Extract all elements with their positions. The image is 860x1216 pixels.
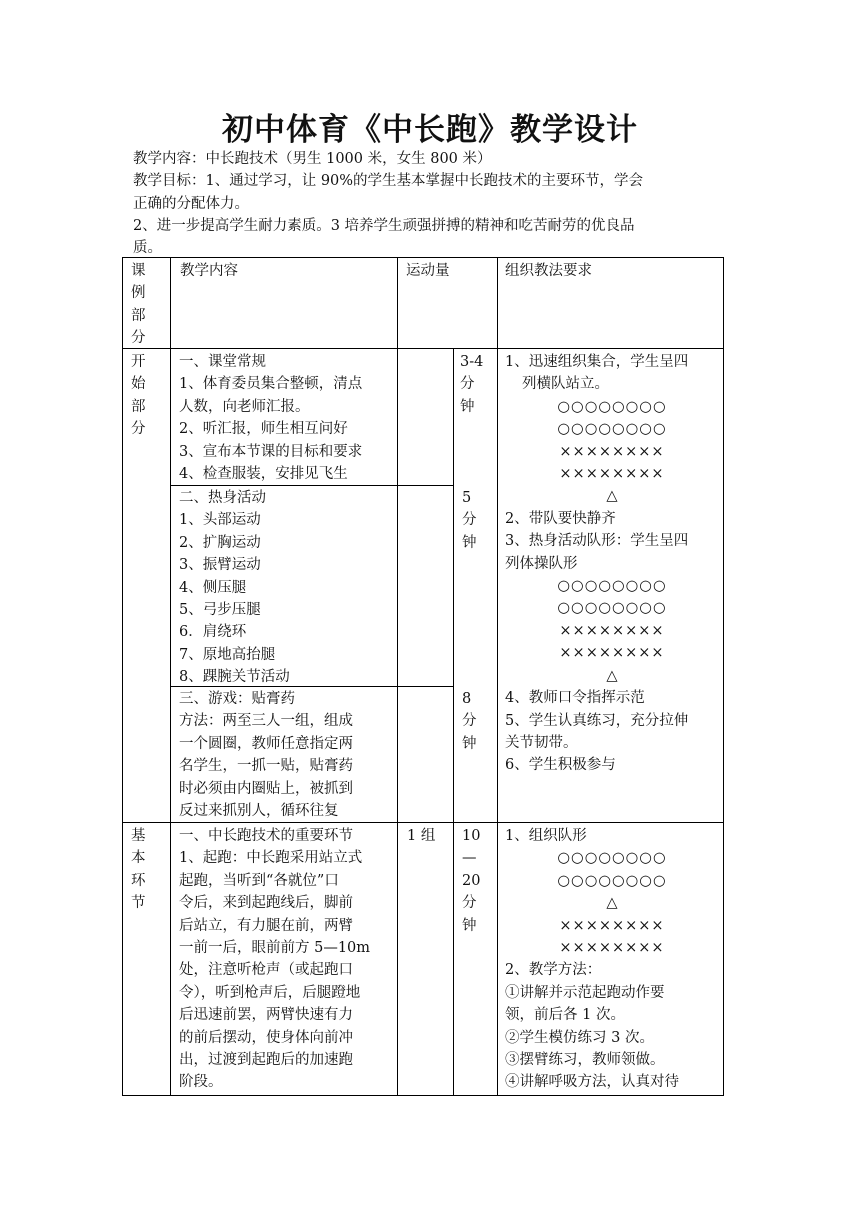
content-line: 阶段。 <box>179 1074 223 1091</box>
content-line: 7、原地高抬腿 <box>179 646 276 663</box>
org-line: ×××××××× <box>559 443 665 460</box>
content-line: 1、头部运动 <box>179 512 261 529</box>
time-game <box>462 688 492 755</box>
header-section-cell <box>131 260 161 350</box>
table-rule <box>497 257 498 1095</box>
time-line: 钟 <box>462 735 477 752</box>
content-line: 2、听汇报，师生相互问好 <box>179 421 348 438</box>
content-line: 一、中长跑技术的重要环节 <box>179 828 353 844</box>
content-line: 1、起跑：中长跑采用站立式 <box>179 850 363 867</box>
content-line: 时必须由内圈贴上，被抓到 <box>179 780 353 797</box>
org-line: 2、教学方法： <box>505 962 602 979</box>
org-line: ○○○○○○○○ <box>557 872 667 889</box>
section-char: 始 <box>131 376 146 393</box>
content-line: 起跑，当听到“各就位”口 <box>179 872 339 889</box>
table-border-bottom <box>122 1095 724 1096</box>
time-line: 钟 <box>462 534 477 551</box>
time-basic <box>462 825 492 937</box>
content-line: 人数，向老师汇报。 <box>179 398 310 415</box>
table-rule <box>453 348 454 1095</box>
section-char: 节 <box>131 895 146 912</box>
header-section-char: 分 <box>131 330 146 347</box>
table-border-left <box>122 257 123 1095</box>
content-line: 二、热身活动 <box>179 490 266 506</box>
org-line: ○○○○○○○○ <box>557 421 667 438</box>
time-warmup <box>462 487 492 554</box>
content-line: 3、振臂运动 <box>179 557 261 574</box>
org-line: ×××××××× <box>559 466 665 483</box>
content-class-routine <box>179 351 397 485</box>
content-line: 1、体育委员集合整顿，清点 <box>179 376 363 393</box>
org-line: 1、迅速组织集合，学生呈四 <box>505 354 689 370</box>
page-title: 初中体育《中长跑》教学设计 <box>222 112 638 148</box>
content-line: 出，过渡到起跑后的加速跑 <box>179 1052 353 1069</box>
intro-line: 质。 <box>133 240 162 257</box>
content-line: 4、检查服装，安排见飞生 <box>179 466 348 483</box>
org-requirements-opening <box>505 351 719 777</box>
section-label-basic <box>131 825 161 915</box>
time-class-routine <box>460 351 494 418</box>
content-line: 名学生，一抓一贴，贴膏药 <box>179 758 353 775</box>
org-line: ○○○○○○○○ <box>557 578 667 595</box>
intro-line: 2、进一步提高学生耐力素质。3 培养学生顽强拼搏的精神和吃苦耐劳的优良品 <box>133 217 635 234</box>
org-line: 列横队站立。 <box>522 376 609 393</box>
time-line: 8 <box>462 691 472 707</box>
content-line: 的前后摆动，使身体向前冲 <box>179 1029 353 1046</box>
section-char: 基 <box>131 828 146 844</box>
header-org: 组织教法要求 <box>505 263 592 279</box>
org-line: 1、组织队形 <box>505 828 587 844</box>
section-char: 分 <box>131 421 146 438</box>
header-section-char: 部 <box>131 307 146 324</box>
header-content: 教学内容 <box>180 263 238 279</box>
content-line: 6．肩绕环 <box>179 624 247 641</box>
section-char: 开 <box>131 354 146 370</box>
content-line: 一前一后，眼前前方 5—10m <box>179 940 371 957</box>
org-line: 3、热身活动队形：学生呈四 <box>505 533 689 550</box>
org-line: ×××××××× <box>559 940 665 957</box>
section-label-opening <box>131 351 161 441</box>
section-char: 部 <box>131 398 146 415</box>
sets-basic: 1 组 <box>407 828 436 844</box>
content-warmup <box>179 487 397 689</box>
table-border-top <box>122 257 724 258</box>
time-line: — <box>462 850 477 867</box>
content-line: 反过来抓别人，循环往复 <box>179 803 339 820</box>
content-line: 4、侧压腿 <box>179 579 247 596</box>
content-line: 令后，来到起跑线后，脚前 <box>179 895 353 912</box>
org-line: 领，前后各 1 次。 <box>505 1007 625 1024</box>
table-border-right <box>723 257 724 1095</box>
org-line: ○○○○○○○○ <box>557 600 667 617</box>
intro-line: 教学目标：1、通过学习，让 90%的学生基本掌握中长跑技术的主要环节，学会 <box>133 173 644 190</box>
intro-line: 教学内容：中长跑技术（男生 1000 米，女生 800 米） <box>133 151 492 167</box>
org-line: 4、教师口令指挥示范 <box>505 690 645 707</box>
org-line: 5、学生认真练习，充分拉伸 <box>505 712 689 729</box>
time-line: 分 <box>462 895 477 912</box>
org-line: ×××××××× <box>559 917 665 934</box>
org-line: ×××××××× <box>559 622 665 639</box>
time-line: 20 <box>462 872 481 889</box>
org-line: ③摆臂练习，教师领做。 <box>505 1052 665 1069</box>
content-technique <box>179 825 397 1094</box>
org-line: ○○○○○○○○ <box>557 398 667 415</box>
table-rule <box>122 348 724 349</box>
org-line: △ <box>606 895 618 912</box>
content-line: 处，注意听枪声（或起跑口 <box>179 962 353 979</box>
org-line: ①讲解并示范起跑动作要 <box>505 984 665 1001</box>
time-line: 10 <box>462 828 481 844</box>
org-requirements-basic <box>505 825 719 1094</box>
org-line: △ <box>606 667 618 684</box>
content-line: 后迅速前罢，两臂快速有力 <box>179 1007 353 1024</box>
time-line: 分 <box>462 713 477 730</box>
content-line: 方法：两至三人一组，组成 <box>179 713 353 730</box>
org-line: ○○○○○○○○ <box>557 850 667 867</box>
org-line: ②学生模仿练习 3 次。 <box>505 1029 654 1046</box>
header-section-char: 课 <box>131 263 146 279</box>
content-line: 5、弓步压腿 <box>179 602 261 619</box>
header-section-char: 例 <box>131 285 146 302</box>
intro-block <box>133 148 733 259</box>
table-rule <box>170 257 171 1095</box>
org-line: 6、学生积极参与 <box>505 757 616 774</box>
section-char: 本 <box>131 850 146 867</box>
time-line: 分 <box>462 512 477 529</box>
table-rule <box>397 257 398 1095</box>
org-line: ④讲解呼吸方法，认真对待 <box>505 1074 679 1091</box>
content-line: 2、扩胸运动 <box>179 534 261 551</box>
time-line: 5 <box>462 490 472 506</box>
content-line: 三、游戏：贴膏药 <box>179 691 295 707</box>
org-line: 列体操队形 <box>505 555 578 572</box>
content-line: 令），听到枪声后，后腿蹬地 <box>179 984 361 1001</box>
content-game <box>179 688 397 822</box>
content-line: 8、踝腕关节活动 <box>179 669 290 686</box>
header-load: 运动量 <box>406 263 450 279</box>
org-line: 关节韧带。 <box>505 734 578 751</box>
content-line: 一、课堂常规 <box>179 354 266 370</box>
intro-line: 正确的分配体力。 <box>133 195 249 212</box>
time-line: 钟 <box>462 917 477 934</box>
time-line: 3-4 <box>460 354 484 370</box>
content-line: 一个圆圈，教师任意指定两 <box>179 735 353 752</box>
section-char: 环 <box>131 872 146 889</box>
org-line: △ <box>606 488 618 505</box>
time-line: 钟 <box>460 398 475 415</box>
time-line: 分 <box>460 376 475 393</box>
content-line: 后站立，有力腿在前，两臂 <box>179 917 353 934</box>
org-line: 2、带队要快静齐 <box>505 510 616 527</box>
org-line: ×××××××× <box>559 645 665 662</box>
content-line: 3、宣布本节课的目标和要求 <box>179 443 363 460</box>
